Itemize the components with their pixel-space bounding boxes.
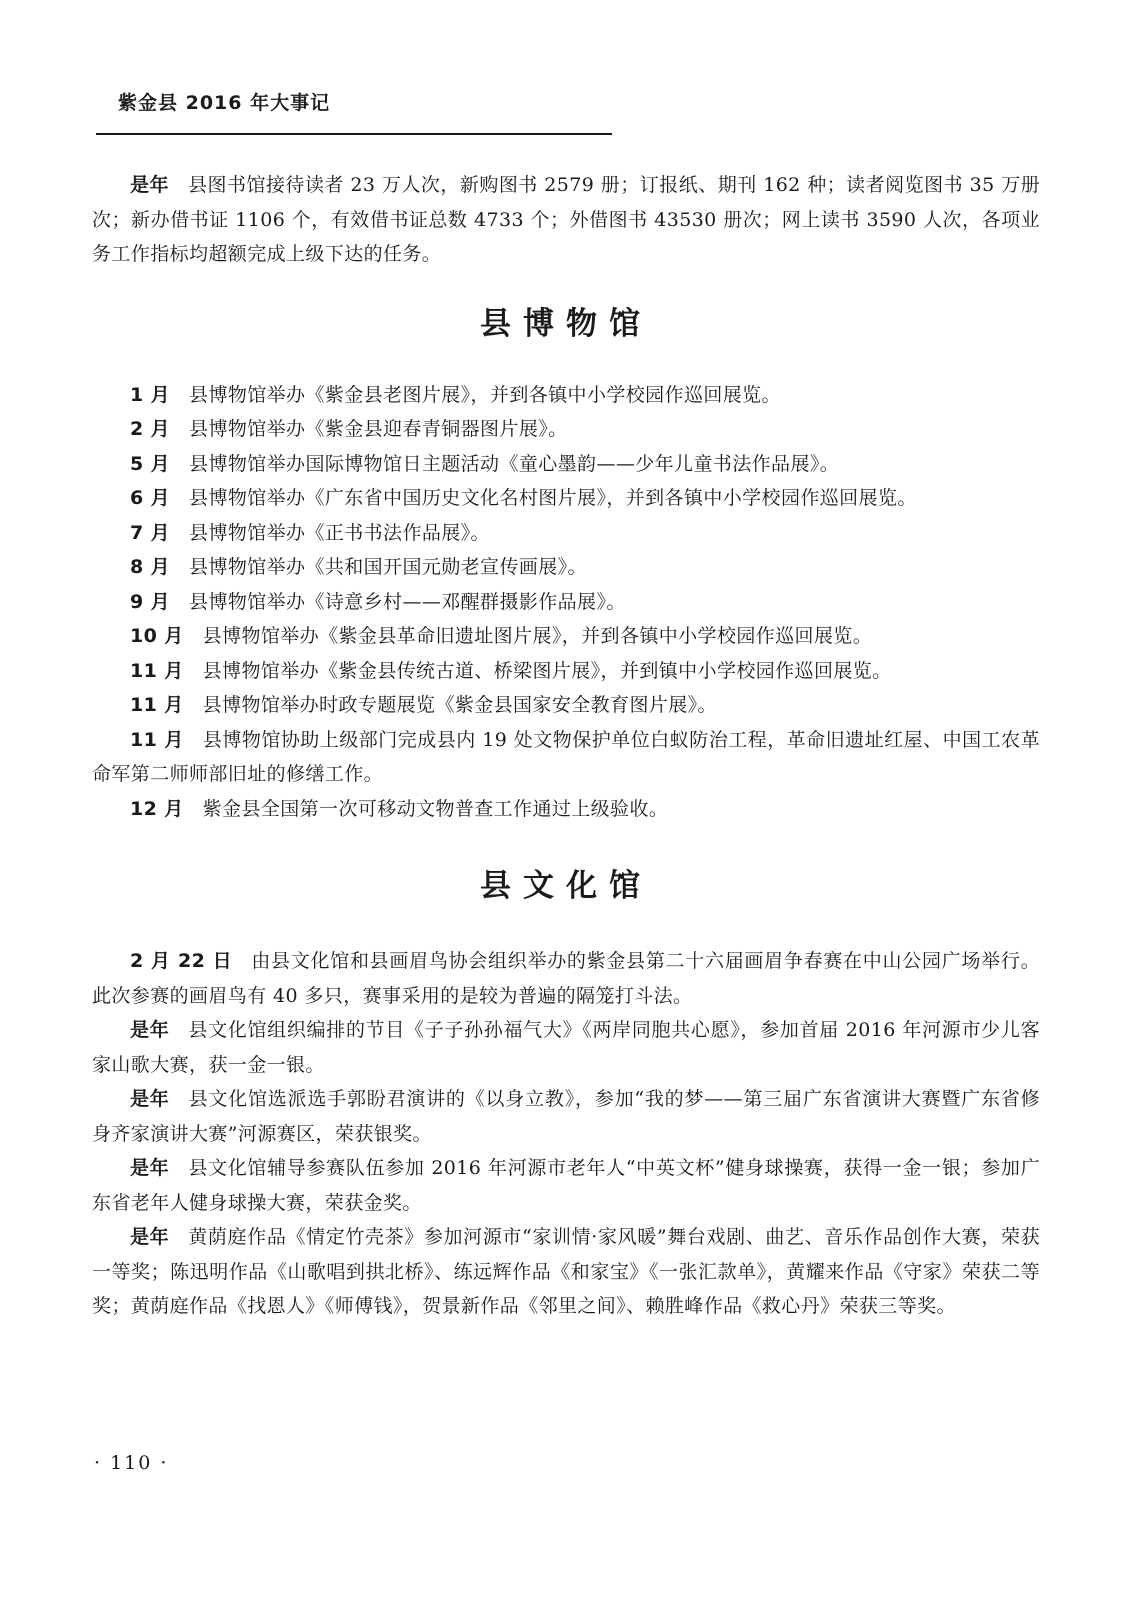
section-title-culture-center: 县文化馆 [480,868,652,904]
header-rule [96,133,612,135]
event-entry [92,792,1040,827]
event-entry [92,688,1040,723]
page-body [92,168,1040,1324]
section-title-museum: 县博物馆 [480,305,652,342]
event-date: 12 月 [130,797,184,820]
event-entry [92,516,1040,551]
running-header: 紫金县 2016 年大事记 [118,92,331,114]
event-date: 5 月 [130,452,171,475]
event-date: 是年 [130,1019,170,1041]
event-date: 11 月 [130,659,184,682]
event-entry [92,378,1040,413]
event-entry [92,1220,1040,1324]
event-text: 县图书馆接待读者 23 万人次，新购图书 2579 册；订报纸、期刊 162 种；读者阅览图书 35 万册次；新办借书证 1106 个，有效借书证总数 4733 个；外借图书 43530 册次；网上读书 3590 人次，各项业务工作指标均超额完成上级下达的任务。 [92,174,1040,265]
event-entry [92,412,1040,447]
event-date: 1 月 [130,383,171,406]
event-text: 紫金县全国第一次可移动文物普查工作通过上级验收。 [202,797,669,820]
event-text: 黄荫庭作品《情定竹壳茶》参加河源市“家训情·家风暖”舞台戏剧、曲艺、音乐作品创作大赛，荣获一等奖；陈迅明作品《山歌唱到拱北桥》、练远辉作品《和家宝》《一张汇款单》，黄耀来作品《守家》荣获二等奖；黄荫庭作品《找恩人》《师傅钱》，贺景新作品《邻里之间》、赖胜峰作品《救心丹》荣获三等奖。 [92,1226,1041,1317]
event-date: 是年 [130,1088,170,1110]
event-text: 县博物馆举办时政专题展览《紫金县国家安全教育图片展》。 [202,694,717,716]
event-date: 11 月 [130,728,184,751]
event-text: 县博物馆举办《紫金县传统古道、桥梁图片展》，并到镇中小学校园作巡回展览。 [202,659,892,682]
event-entry [92,723,1040,792]
event-entry [92,1013,1040,1082]
event-entry [92,550,1040,585]
museum-entries [92,378,1040,827]
event-entry [92,447,1040,482]
library-entries [92,168,1040,272]
event-date: 是年 [130,1226,170,1248]
event-date: 9 月 [130,590,171,613]
event-entry [92,1082,1040,1151]
event-text: 县博物馆举办《正书书法作品展》。 [189,521,490,544]
event-text: 县博物馆举办《诗意乡村——邓醒群摄影作品展》。 [189,590,626,613]
page-number: · 110 · [94,1452,169,1474]
event-text: 县博物馆举办《紫金县革命旧遗址图片展》，并到各镇中小学校园作巡回展览。 [202,625,873,647]
event-text: 县博物馆举办《紫金县迎春青铜器图片展》。 [189,418,568,440]
event-date: 2 月 22 日 [130,950,233,972]
event-date: 2 月 [130,418,171,440]
event-date: 10 月 [130,625,184,647]
event-text: 县博物馆举办《广东省中国历史文化名村图片展》，并到各镇中小学校园作巡回展览。 [189,487,917,509]
event-date: 是年 [130,174,169,196]
event-text: 县博物馆举办国际博物馆日主题活动《童心墨韵——少年儿童书法作品展》。 [189,452,840,475]
event-date: 是年 [130,1157,170,1179]
culture-entries [92,944,1040,1324]
event-entry [92,481,1040,516]
event-entry [92,944,1040,1013]
event-text: 县博物馆协助上级部门完成县内 19 处文物保护单位白蚁防治工程，革命旧遗址红屋、中国工农革命军第二师师部旧址的修缮工作。 [92,728,1040,785]
event-date: 6 月 [130,487,171,509]
event-text: 县博物馆举办《紫金县老图片展》，并到各镇中小学校园作巡回展览。 [189,383,781,406]
event-text: 县文化馆选派选手郭盼君演讲的《以身立教》，参加“我的梦——第三届广东省演讲大赛暨广东省修身齐家演讲大赛”河源赛区，荣获银奖。 [92,1088,1040,1145]
event-text: 县博物馆举办《共和国开国元勋老宣传画展》。 [189,556,587,578]
event-date: 8 月 [130,556,171,578]
event-entry [92,1151,1040,1220]
event-text: 县文化馆组织编排的节目《子子孙孙福气大》《两岸同胞共心愿》，参加首届 2016 年河源市少儿客家山歌大赛，获一金一银。 [92,1019,1040,1076]
event-entry [92,619,1040,654]
event-entry [92,585,1040,620]
event-date: 7 月 [130,521,171,544]
event-date: 11 月 [130,694,184,716]
event-entry [92,654,1040,689]
event-text: 县文化馆辅导参赛队伍参加 2016 年河源市老年人“中英文杯”健身球操赛，获得一金一银；参加广东省老年人健身球操大赛，荣获金奖。 [92,1157,1040,1214]
event-entry [92,168,1040,272]
event-text: 由县文化馆和县画眉鸟协会组织举办的紫金县第二十六届画眉争春赛在中山公园广场举行。此次参赛的画眉鸟有 40 多只，赛事采用的是较为普遍的隔笼打斗法。 [92,950,1040,1007]
